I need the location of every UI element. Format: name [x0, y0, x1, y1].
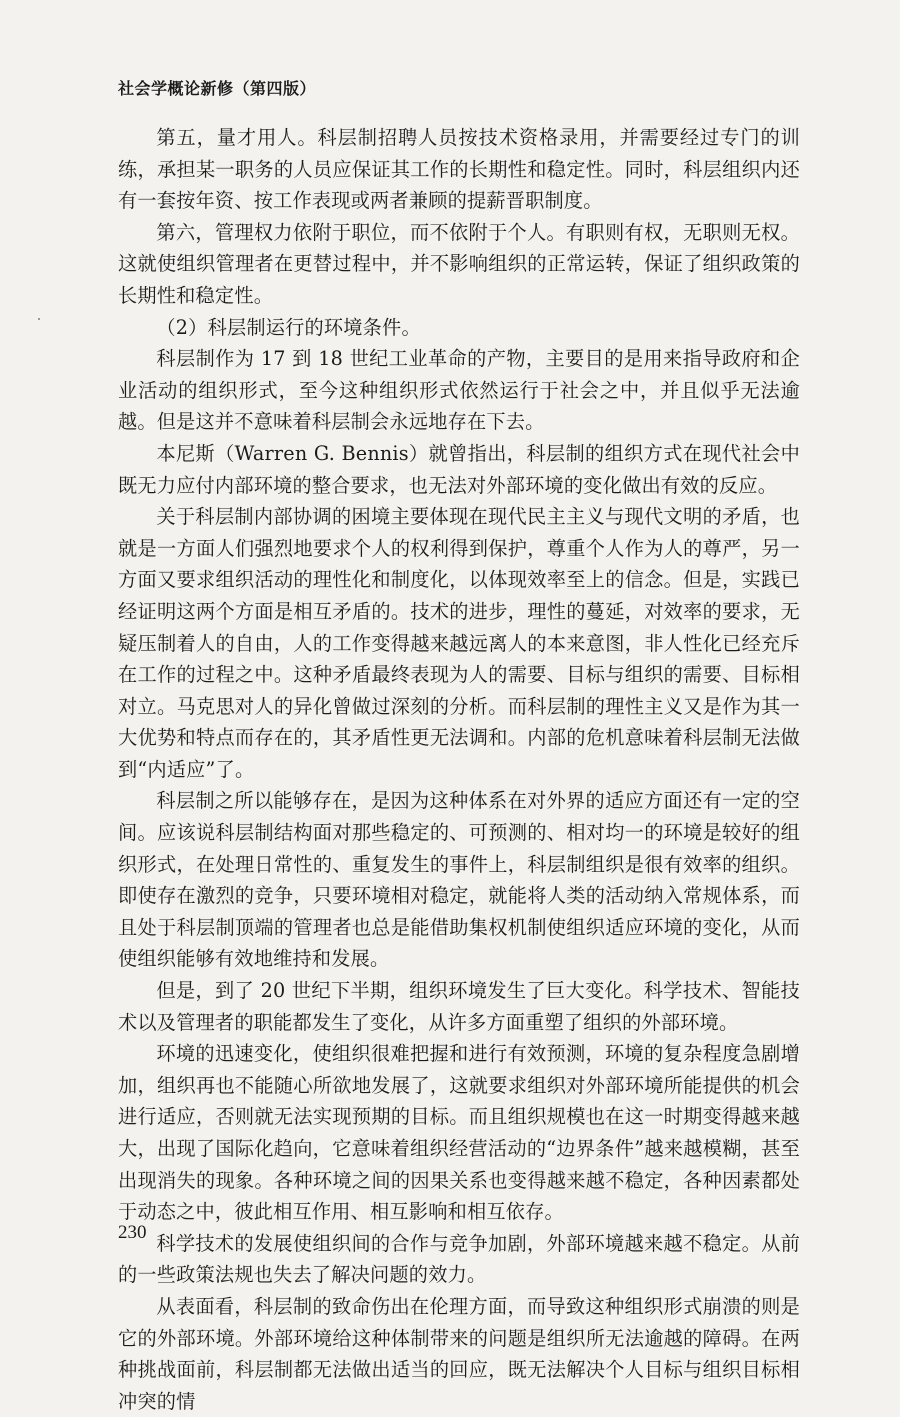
paragraph: 科学技术的发展使组织间的合作与竞争加剧，外部环境越来越不稳定。从前的一些政策法规也失去了解决问题的效力。: [118, 1231, 800, 1287]
paragraph: 从表面看，科层制的致命伤出在伦理方面，而导致这种组织形式崩溃的则是它的外部环境。外部环境给这种体制带来的问题是组织所无法逾越的障碍。在两种挑战面前，科层制都无法做出适当的回应，既无法解决个人目标与组织目标相冲突的情: [118, 1294, 800, 1413]
subsection-heading: （2）科层制运行的环境条件。: [156, 315, 421, 339]
paragraph: 本尼斯（Warren G. Bennis）就曾指出，科层制的组织方式在现代社会中既无力应付内部环境的整合要求，也无法对外部环境的变化做出有效的反应。: [118, 441, 800, 497]
paragraph: 科层制作为 17 到 18 世纪工业革命的产物，主要目的是用来指导政府和企业活动的组织形式，至今这种组织形式依然运行于社会之中，并且似乎无法逾越。但是这并不意味着科层制会永远地存在下去。: [118, 347, 800, 434]
paragraph: 关于科层制内部协调的困境主要体现在现代民主主义与现代文明的矛盾，也就是一方面人们强烈地要求个人的权利得到保护，尊重个人作为人的尊严，另一方面又要求组织活动的理性化和制度化，以体现效率至上的信念。但是，实践已经证明这两个方面是相互矛盾的。技术的进步，理性的蔓延，对效率的要求，无疑压制着人的自由，人的工作变得越来越远离人的本来意图，非人性化已经充斥在工作的过程之中。这种矛盾最终表现为人的需要、目标与组织的需要、目标相对立。马克思对人的异化曾做过深刻的分析。而科层制的理性主义又是作为其一大优势和特点而存在的，其矛盾性更无法调和。内部的危机意味着科层制无法做到“内适应”了。: [118, 505, 800, 781]
paragraph: 第五，量才用人。科层制招聘人员按技术资格录用，并需要经过专门的训练，承担某一职务的人员应保证其工作的长期性和稳定性。同时，科层组织内还有一套按年资、按工作表现或两者兼顾的提薪晋职制度。: [118, 126, 800, 213]
page-number: 230: [118, 1222, 147, 1243]
paragraph: 第六，管理权力依附于职位，而不依附于个人。有职则有权，无职则无权。这就使组织管理者在更替过程中，并不影响组织的正常运转，保证了组织政策的长期性和稳定性。: [118, 220, 800, 307]
paragraph: 科层制之所以能够存在，是因为这种体系在对外界的适应方面还有一定的空间。应该说科层制结构面对那些稳定的、可预测的、相对均一的环境是较好的组织形式，在处理日常性的、重复发生的事件上，科层制组织是很有效率的组织。即使存在激烈的竞争，只要环境相对稳定，就能将人类的活动纳入常规体系，而且处于科层制顶端的管理者也总是能借助集权机制使组织适应环境的变化，从而使组织能够有效地维持和发展。: [118, 789, 800, 971]
body-text: [118, 122, 800, 1417]
paragraph: 环境的迅速变化，使组织很难把握和进行有效预测，环境的复杂程度急剧增加，组织再也不能随心所欲地发展了，这就要求组织对外部环境所能提供的机会进行适应，否则就无法实现预期的目标。而且组织规模也在这一时期变得越来越大，出现了国际化趋向，它意味着组织经营活动的“边界条件”越来越模糊，甚至出现消失的现象。各种环境之间的因果关系也变得越来越不稳定，各种因素都处于动态之中，彼此相互作用、相互影响和相互依存。: [118, 1042, 800, 1224]
margin-speck: [38, 318, 40, 320]
paragraph: 但是，到了 20 世纪下半期，组织环境发生了巨大变化。科学技术、智能技术以及管理者的职能都发生了变化，从许多方面重塑了组织的外部环境。: [118, 979, 800, 1034]
running-header: 社会学概论新修（第四版）: [118, 79, 317, 98]
